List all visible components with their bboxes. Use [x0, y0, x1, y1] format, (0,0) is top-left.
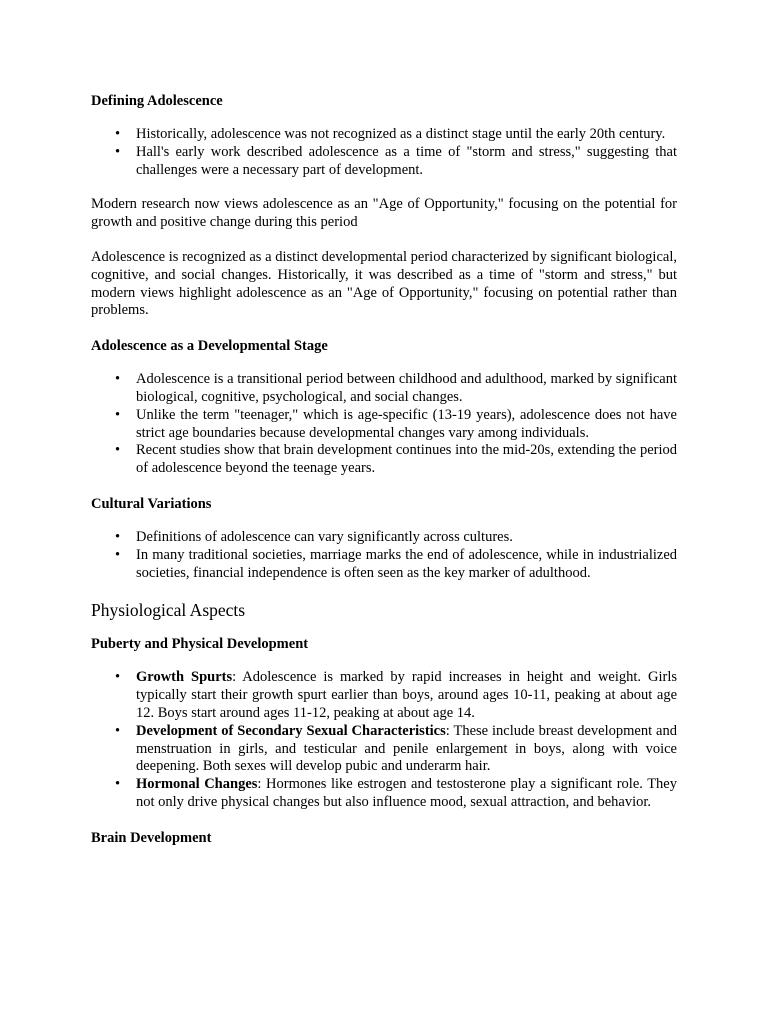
- list-item: • Definitions of adolescence can vary significantly across cultures.: [136, 529, 677, 547]
- list-item: [136, 776, 677, 812]
- puberty-bullet-list: [91, 669, 677, 811]
- paragraph-modern-research: Modern research now views adolescence as an "Age of Opportunity," focusing on the potential for growth and positive change during this period: [91, 196, 677, 231]
- list-item: • Adolescence is a transitional period between childhood and adulthood, marked by significant biological, cognitive, psychological, and social changes.: [136, 371, 677, 407]
- bullet-text: : These include breast development and menstruation in girls, and testicular and penile enlargement in boys, along with voice deepening. Both sexes will develop pubic and underarm hair.: [136, 722, 677, 775]
- list-item: [136, 669, 677, 722]
- heading-physiological-aspects: Physiological Aspects: [91, 600, 246, 621]
- bullet-lead-growth-spurts: Growth Spurts: [136, 669, 233, 686]
- bullet-text: : Hormones like estrogen and testosterone play a significant role. They not only drive physical changes but also influence mood, sexual attraction, and behavior.: [136, 776, 677, 810]
- heading-defining-adolescence: Defining Adolescence: [91, 93, 223, 109]
- heading-cultural-variations: Cultural Variations: [91, 495, 212, 512]
- developmental-stage-bullet-list: [91, 371, 677, 478]
- bullet-lead-secondary-characteristics: Development of Secondary Sexual Characteristics: [136, 722, 446, 739]
- heading-brain-development: Brain Development: [91, 829, 212, 846]
- list-item: • Recent studies show that brain development continues into the mid-20s, extending the period of adolescence beyond the teenage years.: [136, 442, 677, 478]
- paragraph-summary: Adolescence is recognized as a distinct developmental period characterized by significant biological, cognitive, and social changes. Historically, it was described as a time of "storm and stress," but modern views highlight adolescence as an "Age of Opportunity," focusing on potential rather than problems.: [91, 248, 677, 319]
- list-item: [136, 723, 677, 776]
- bullet-text: : Adolescence is marked by rapid increases in height and weight. Girls typically start their growth spurt earlier than boys, around ages 10-11, peaking at about age 12. Boys start around ages 11-12, peaking at about age 14.: [136, 669, 677, 721]
- list-item: • Unlike the term "teenager," which is age-specific (13-19 years), adolescence does not have strict age boundaries because developmental changes vary among individuals.: [136, 407, 677, 443]
- defining-bullet-list: [91, 126, 677, 179]
- heading-developmental-stage: Adolescence as a Developmental Stage: [91, 338, 328, 355]
- list-item: • In many traditional societies, marriage marks the end of adolescence, while in industrialized societies, financial independence is often seen as the key marker of adulthood.: [136, 547, 677, 583]
- bullet-lead-hormonal-changes: Hormonal Changes: [136, 776, 258, 793]
- cultural-bullet-list: [91, 529, 677, 582]
- heading-puberty: Puberty and Physical Development: [91, 636, 309, 653]
- list-item: • Hall's early work described adolescence as a time of "storm and stress," suggesting that challenges were a necessary part of development.: [136, 144, 677, 180]
- list-item: • Historically, adolescence was not recognized as a distinct stage until the early 20th century.: [136, 126, 677, 144]
